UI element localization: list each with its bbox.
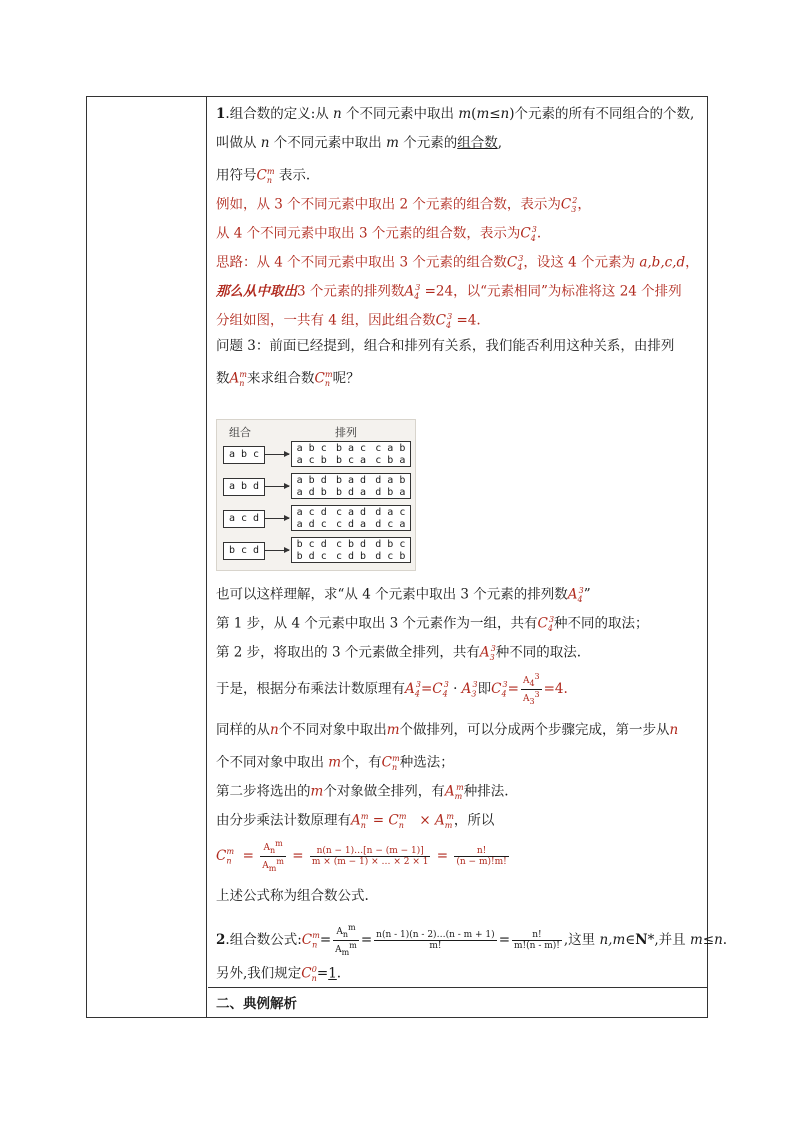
general-line-1: 同样的从n个不同对象中取出m个做排列，可以分成两个步骤完成，第一步从n [216,722,679,738]
arrow-icon [265,486,289,487]
right-column [208,97,728,1017]
formula-name-line: 上述公式称为组合数公式. [216,888,369,904]
left-column [87,97,207,1017]
general-line-2: 个不同对象中取出 m个，有$C_n^m$种选法； [216,754,454,773]
idea-line-3: 分组如图，一共有 4 组，因此组合数$C_4^3 =4$. [216,312,481,331]
perm-box-2: a b d b a d d a b a d b b d a d b a [291,473,411,499]
perm-box-3: a c d c a d d a c a d c c d a d c a [291,505,411,531]
figure-header-perm: 排列 [335,426,357,439]
content-table [86,96,728,1018]
perm-box-1: a b c b a c c a b a c b b c a c b a [291,441,411,467]
arrow-icon [265,518,289,519]
idea-line-1: 思路：从 4 个不同元素中取出 3 个元素的组合数$C_4^3$，设这 4 个元素为 a,b,c,d， [216,254,699,273]
row-divider [208,987,707,988]
term-combination-number: 组合数 [457,135,498,151]
permutation-grouping-figure [216,419,416,571]
idea-line-2: 那么从中取出3 个元素的排列数$A_4^3 =24$，以“元素相同”为标准将这 24 个排列 [216,283,682,302]
formula-line: 2.组合数公式$:C_n^m=$ $\frac{A_n^m}{A_m^m}$ = $\frac{n(n - 1)(n - 2)\dots(n - m + 1)}{m!}$ = $\frac{n!}{m!(n - m)!}$ ,这里 n,m∈N*,并且 m≤n. [216,923,728,957]
symbol-line: 用符号$C_n^m$ 表示. [216,167,311,186]
perm-box-4: b c d c b d d b c b d c c d b d c b [291,537,411,563]
definition-line-1: 1.组合数的定义:从 n 个不同元素中取出 m(m≤n)个元素的所有不同组合的个数, [216,106,695,122]
section-heading: 二、典例解析 [216,996,297,1012]
arrow-icon [265,454,289,455]
symbol-c: C [256,167,267,184]
convention-line: 另外,我们规定$C_n^0=1$. [216,965,342,984]
example-line-1: 例如，从 3 个不同元素中取出 2 个元素的组合数，表示为$C_3^2$， [216,196,591,215]
product-rule-line: 由分步乘法计数原理有$A_n^m = C_n^m \times A_m^m$，所以 [216,812,495,831]
combo-box-3: a c d [223,510,265,528]
definition-line-2: 叫做从 n 个不同元素中取出 m 个元素的组合数, [216,135,502,151]
example-line-2: 从 4 个不同元素中取出 3 个元素的组合数，表示为$C_4^3$. [216,225,542,244]
question-line-2: 数$A_n^m$来求组合数$C_n^m$呢？ [216,370,360,389]
understanding-line: 也可以这样理解，求“从 4 个元素中取出 3 个元素的排列数$A_4^3$” [216,586,591,605]
combo-box-4: b c d [223,542,265,560]
question-line-1: 问题 3：前面已经提到，组合和排列有关系，我们能否利用这种关系，由排列 [216,338,675,354]
figure-header-combo: 组合 [229,426,251,439]
combo-box-2: a b d [223,478,265,496]
step-2-line: 第 2 步，将取出的 3 个元素做全排列，共有$A_3^3$种不同的取法. [216,644,582,663]
step-1-line: 第 1 步，从 4 个元素中取出 3 个元素作为一组，共有$C_4^3$种不同的取法； [216,615,649,634]
result-line: 于是，根据分布乘法计数原理有$A_4^3=C_4^3 \cdot A_3^3$即$C_4^3=$ $\frac{A_4^3}{A_3^3}$ =4. [216,672,568,706]
formula-derivation: $C_n^m$ = $\frac{A_n^m}{A_m^m}$ = $\frac{n(n - 1)\dots[n - (m - 1)]}{m \times (m - 1) \times \dots \times 2 \times 1}$ = $\frac{n!}{(n - m)!m!}$ [216,839,507,873]
general-line-3: 第二步将选出的m个对象做全排列，有$A_m^m$种排法. [216,783,509,802]
arrow-icon [265,550,289,551]
combo-box-1: a b c [223,446,265,464]
